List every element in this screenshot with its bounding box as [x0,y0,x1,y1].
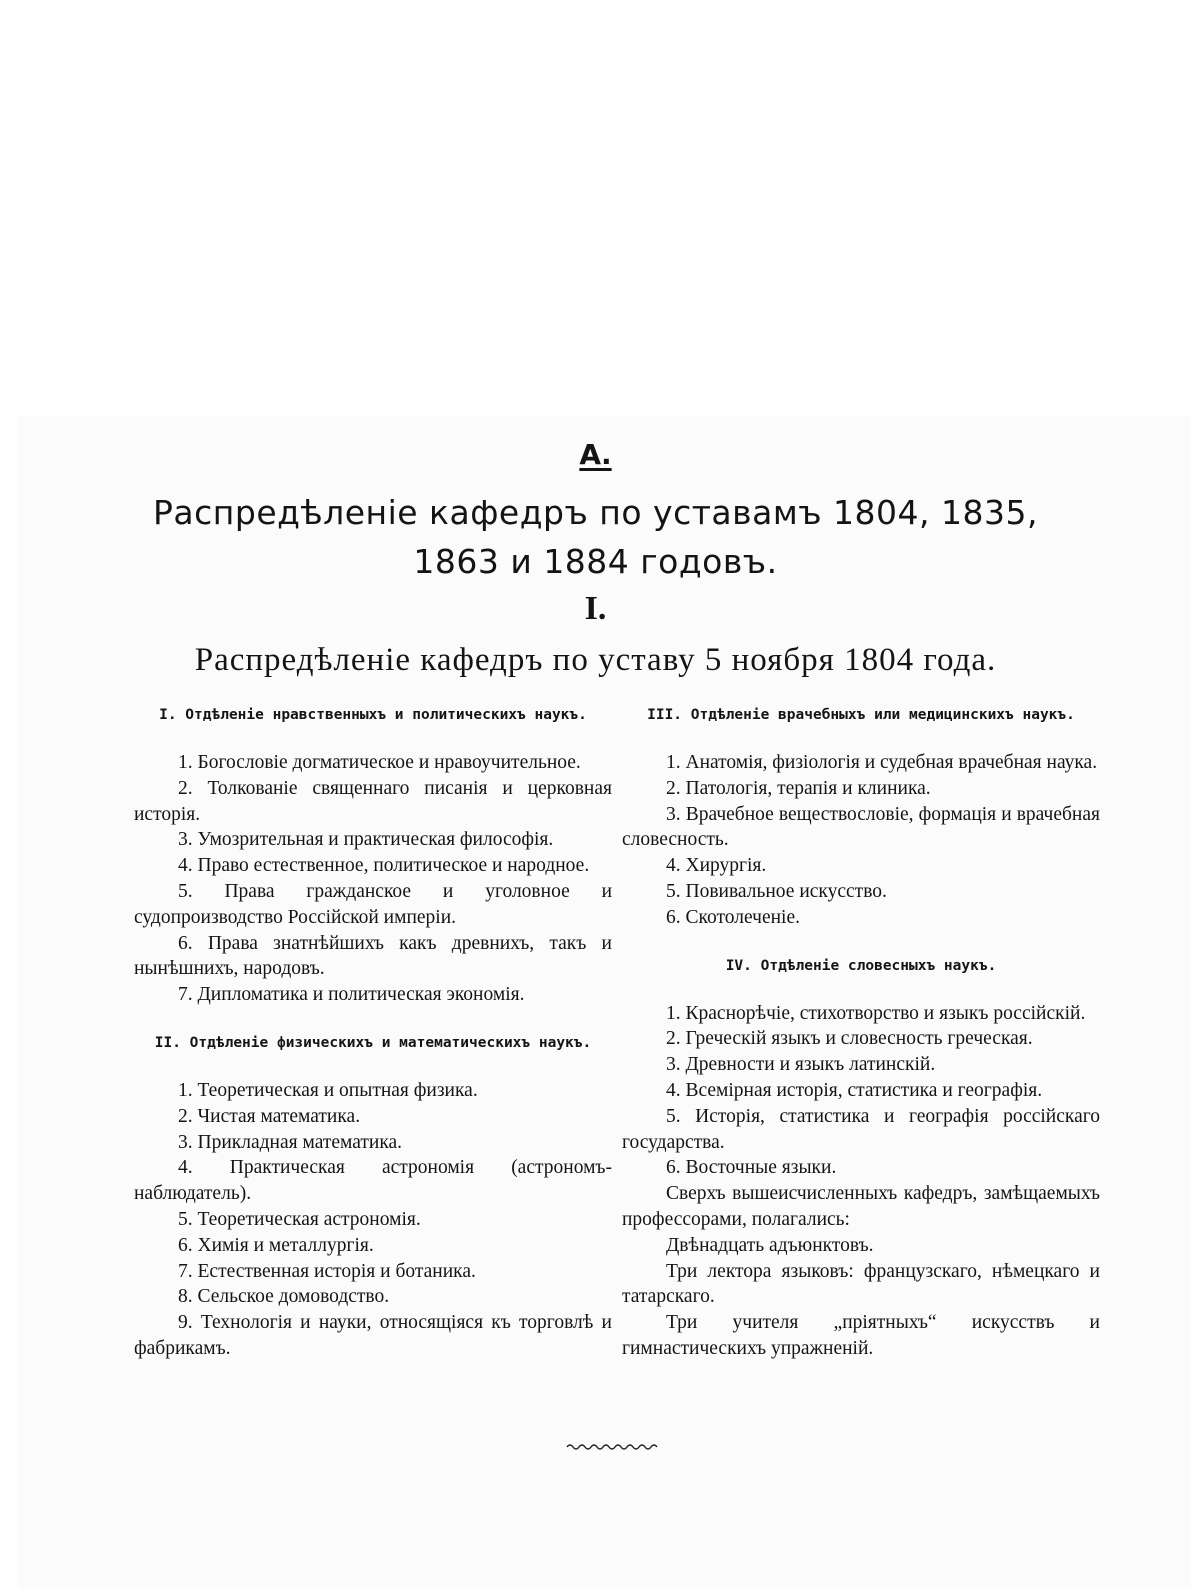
note-paragraph: Три учителя „пріятныхъ“ искусствъ и гимнастическихъ упражненій. [622,1312,1100,1359]
list-item: 4. Право естественное, политическое и народное. [178,855,590,877]
list-item: 9. Технологія и науки, относящіяся къ торговлѣ и фабрикамъ. [134,1312,612,1359]
list-item: 2. Греческій языкъ и словесность греческая. [666,1028,1033,1050]
list-item: 5. Права гражданское и уголовное и судопроизводство Россійской имперіи. [134,880,612,928]
list-item: 2. Толкованіе священнаго писанія и церковная исторія. [134,777,612,825]
subtitle: Распредѣленіе кафедръ по уставу 5 ноября 1804 года. [194,642,997,678]
list-item: 7. Естественная исторія и ботаника. [178,1260,476,1282]
section-heading: II. Отдѣленіе физическихъ и математическихъ наукъ. [154,1034,592,1051]
note-paragraph: Двѣнадцать адъюнктовъ. [666,1234,874,1256]
list-item: 1. Богословіе догматическое и нравоучительное. [178,752,581,773]
list-item: 6. Химія и металлургія. [178,1234,374,1256]
section-gap [134,1008,612,1030]
list-item: 3. Прикладная математика. [178,1131,403,1153]
list-item: 6. Скотолеченіе. [666,906,800,928]
part-number: I. [584,590,607,627]
list-item: 5. Исторія, статистика и географія россійскаго государства. [622,1105,1100,1153]
right-column [622,702,1100,1362]
list-item: 3. Древности и языкъ латинскій. [666,1054,936,1076]
section-gap [622,931,1100,953]
section-heading: IV. Отдѣленіе словесныхъ наукъ. [725,957,997,974]
left-column [134,702,612,1362]
list-item: 7. Дипломатика и политическая экономія. [178,984,525,1006]
list-item: 4. Практическая астрономія (астрономъ-наблюдатель). [134,1157,612,1205]
appendix-letter: А. [579,438,612,471]
list-item: 2. Патологія, терапія и клиника. [666,777,931,799]
list-item: 5. Повивальное искусство. [666,880,887,902]
list-item: 5. Теоретическая астрономія. [178,1208,421,1230]
section-heading: III. Отдѣленіе врачебныхъ или медицинскихъ наукъ. [647,707,1075,723]
note-paragraph: Сверхъ вышеисчисленныхъ кафедръ, замѣщаемыхъ профессорами, полагались: [622,1183,1100,1230]
list-item: 3. Врачебное веществословіе, формація и врачебная словесность. [622,803,1100,851]
list-item: 1. Краснорѣчіе, стихотворство и языкъ россійскій. [666,1002,1086,1024]
list-item: 4. Хирургія. [666,855,767,877]
main-title: Распредѣленіе кафедръ по уставамъ 1804, 1835, 1863 и 1884 годовъ. [153,493,1038,581]
list-item: 1. Теоретическая и опытная физика. [178,1079,478,1101]
list-item: 4. Всемірная исторія, статистика и географія. [666,1079,1043,1101]
list-item: 8. Сельское домоводство. [178,1286,390,1308]
section-heading: I. Отдѣленіе нравственныхъ и политическихъ наукъ. [159,707,587,723]
list-item: 3. Умозрительная и практическая философія. [178,829,554,851]
list-item: 1. Анатомія, физіологія и судебная врачебная наука. [666,752,1098,773]
list-item: 6. Права знатнѣйшихъ какъ древнихъ, такъ и нынѣшнихъ, народовъ. [134,932,612,980]
wavy-divider-icon [566,1440,658,1454]
list-item: 6. Восточные языки. [666,1157,837,1179]
list-item: 2. Чистая математика. [178,1105,361,1127]
note-paragraph: Три лектора языковъ: французскаго, нѣмецкаго и татарскаго. [622,1260,1100,1308]
